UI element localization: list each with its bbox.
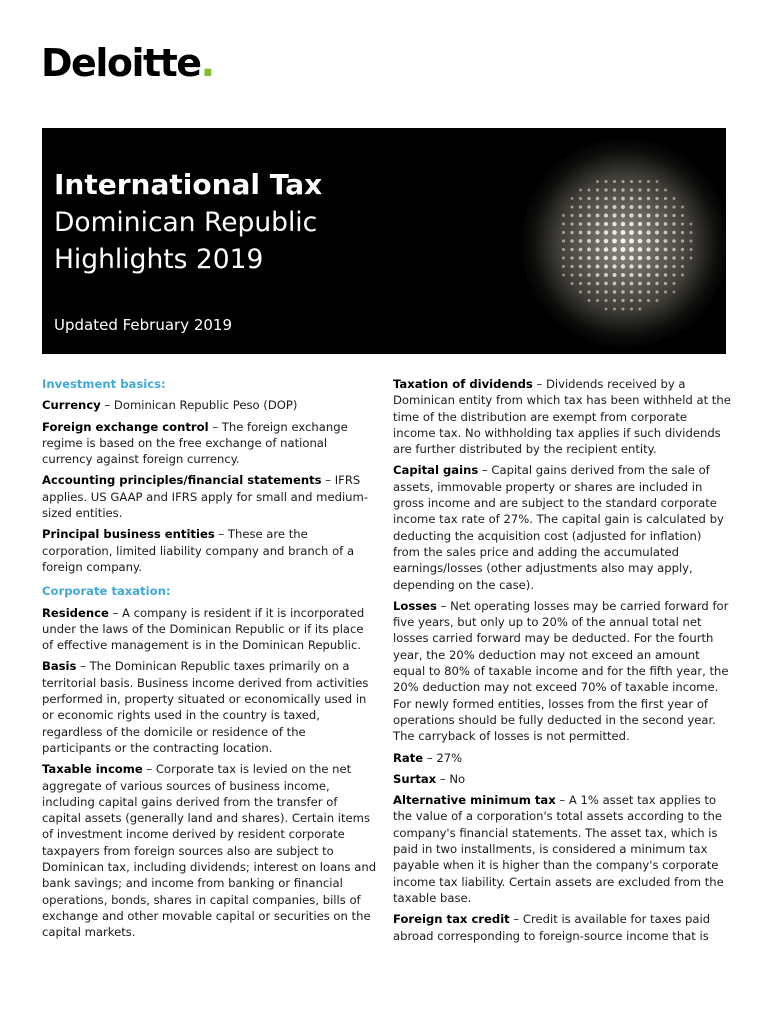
light-dot <box>570 214 573 217</box>
light-dot <box>596 299 599 302</box>
light-dot <box>638 256 642 260</box>
light-dot <box>579 273 582 276</box>
light-dot <box>681 206 684 209</box>
light-dot <box>681 222 684 225</box>
light-dot <box>562 265 565 268</box>
logo-dot: . <box>200 41 214 85</box>
light-dot <box>571 206 574 209</box>
light-dot <box>647 205 651 209</box>
light-dot <box>655 290 658 293</box>
light-dot <box>579 256 583 260</box>
light-dot <box>595 239 599 243</box>
light-dot <box>621 247 626 252</box>
light-dot <box>647 290 650 293</box>
light-dot <box>646 222 650 226</box>
light-dot <box>621 197 625 201</box>
light-dot <box>656 299 659 302</box>
light-dot <box>587 265 591 269</box>
term: Capital gains <box>393 463 479 478</box>
light-dot <box>562 231 565 234</box>
light-dot <box>587 248 591 252</box>
light-dot <box>570 273 573 276</box>
term: Surtax <box>393 771 437 786</box>
light-dot <box>587 256 591 260</box>
light-dot <box>570 239 573 242</box>
text: – Corporate tax is levied on the net aggregate of various sources of business income, including capital gains derived from the transfer of capital assets (generally land and shares). Certain items of investment income derived by resident corporate taxpayers from foreign sources also are subject to Dominican tax, including dividends; interest on loans and bank savings; and income from banking or financial operations, bonds, shares in capital companies, bills of exchange and other movable capital or securities on the capital markets. <box>42 762 377 940</box>
light-dot <box>562 239 565 242</box>
light-dot <box>638 180 641 183</box>
light-dot <box>672 239 676 243</box>
light-dot <box>604 230 608 234</box>
light-dot <box>638 273 642 277</box>
light-dot <box>647 299 650 302</box>
light-dot <box>587 222 591 226</box>
light-dot <box>681 214 684 217</box>
paragraph-basis <box>42 658 378 756</box>
light-dot <box>647 282 651 286</box>
light-dot <box>612 239 617 244</box>
light-dot <box>655 247 659 251</box>
light-dot <box>646 230 650 234</box>
light-dot <box>604 256 608 260</box>
text: – A 1% asset tax applies to the value of a corporation's total assets according to the company's financial statements. The asset tax, which is paid in two installments, is considered a minimum tax payable when it is higher than the company's corporate income tax liability. Certain assets are excluded from the taxable base. <box>393 793 724 905</box>
light-dot <box>672 256 675 259</box>
light-dot <box>605 308 608 311</box>
hero-title: International Tax <box>54 168 323 201</box>
hero-subtitle <box>54 204 317 278</box>
light-dot <box>621 299 624 302</box>
right-column <box>393 376 731 949</box>
light-dot <box>579 189 582 192</box>
deloitte-logo <box>41 40 214 86</box>
light-dot <box>630 299 633 302</box>
light-dot <box>604 264 608 268</box>
light-sphere-image <box>520 138 726 348</box>
light-dot <box>630 197 634 201</box>
hero-banner <box>42 128 726 354</box>
light-dot <box>621 180 624 183</box>
light-dot <box>604 222 608 226</box>
text: – No <box>436 771 466 786</box>
light-dot <box>562 248 565 251</box>
light-dot <box>638 290 641 293</box>
light-dot <box>672 222 675 225</box>
text: – A company is resident if it is incorporated under the laws of the Dominican Republic or if its place of effective management is in the Dominican Republic. <box>42 605 365 653</box>
light-dot <box>587 290 590 293</box>
light-dot <box>630 205 634 209</box>
light-dot <box>604 239 609 244</box>
term: Alternative minimum tax <box>393 793 556 808</box>
light-dot <box>638 188 641 191</box>
term: Rate <box>393 750 424 765</box>
light-dot <box>596 265 600 269</box>
light-dot <box>629 230 634 235</box>
text: – The Dominican Republic taxes primarily on a territorial basis. Business income derived from activities performed in, property situated or economically used in or economic rights used in the country is taxed, regardless of the domicile or residence of the participants or the contracting location. <box>42 659 369 755</box>
light-dot <box>587 282 590 285</box>
light-dot <box>613 188 616 191</box>
light-dot <box>605 180 608 183</box>
light-dot <box>690 248 693 251</box>
text: – Net operating losses may be carried forward for five years, but only up to 20% of the annual total net losses carried forward may be deducted. For the fourth year, the 20% deduction may not exceed an amount equal to 80% of taxable income and for the fifth year, the 20% deduction may not exceed 70% of taxable income. For newly formed entities, losses from the first year of operations should be fully deducted in the second year. The carryback of losses is not permitted. <box>393 598 729 744</box>
paragraph-currency <box>42 397 378 413</box>
light-dot <box>646 256 650 260</box>
light-dot <box>562 223 565 226</box>
light-dot <box>672 273 675 276</box>
light-dot <box>620 238 625 243</box>
light-dot <box>570 265 573 268</box>
light-dot <box>638 230 643 235</box>
light-dot <box>638 299 641 302</box>
light-dot <box>587 231 591 235</box>
light-dot <box>579 239 583 243</box>
light-dot <box>672 214 675 217</box>
paragraph-foreign-tax-credit <box>393 911 731 944</box>
light-dot <box>655 188 658 191</box>
light-dot <box>579 197 582 200</box>
light-dot <box>612 264 616 268</box>
light-dot <box>629 256 634 261</box>
section-heading-investment: Investment basics: <box>42 377 166 391</box>
light-dot <box>596 197 599 200</box>
light-dot <box>647 188 650 191</box>
text: – Dominican Republic Peso (DOP) <box>100 398 298 413</box>
light-dot <box>588 299 591 302</box>
paragraph-alternative-minimum-tax <box>393 792 731 906</box>
light-dot <box>638 197 642 201</box>
term: Residence <box>42 605 109 620</box>
light-dot <box>664 189 667 192</box>
light-dot <box>596 290 599 293</box>
light-dot <box>638 247 643 252</box>
light-dot <box>630 282 634 286</box>
light-dot <box>612 222 616 226</box>
left-column <box>42 376 378 946</box>
light-dot <box>681 248 684 251</box>
light-dot <box>672 248 676 252</box>
light-dot <box>638 222 642 226</box>
paragraph-taxable-income <box>42 761 378 940</box>
light-dot <box>562 256 565 259</box>
light-dot <box>579 214 582 217</box>
light-dot <box>587 239 591 243</box>
light-dot <box>570 256 573 259</box>
light-dot <box>613 299 616 302</box>
light-dot <box>595 247 599 251</box>
hero-subtitle-line2: Highlights 2019 <box>54 244 264 275</box>
light-dot <box>612 247 617 252</box>
light-dot <box>596 205 600 209</box>
light-dot <box>579 282 582 285</box>
light-dot <box>604 273 608 277</box>
light-dot <box>638 213 642 217</box>
light-dot <box>638 239 643 244</box>
light-dot <box>664 248 668 252</box>
light-dot <box>604 197 608 201</box>
light-dot <box>579 205 582 208</box>
hero-subtitle-line1: Dominican Republic <box>54 207 318 238</box>
light-dot <box>638 282 642 286</box>
light-dot <box>664 205 667 208</box>
light-dot <box>664 197 667 200</box>
light-dot <box>604 188 607 191</box>
light-dot <box>672 265 675 268</box>
light-dot <box>629 247 634 252</box>
light-dot <box>621 205 625 209</box>
light-dot <box>681 256 684 259</box>
light-dot <box>621 282 625 286</box>
term: Taxable income <box>42 762 143 777</box>
light-dot <box>613 180 616 183</box>
light-dot <box>612 230 617 235</box>
light-dot <box>664 265 668 269</box>
light-dot <box>570 231 573 234</box>
light-dot <box>690 240 693 243</box>
light-dot <box>681 265 684 268</box>
light-dot <box>681 239 684 242</box>
light-dot <box>562 214 565 217</box>
updated-date: Updated February 2019 <box>54 316 233 334</box>
light-dot <box>596 214 600 218</box>
light-dot <box>613 197 617 201</box>
light-dot <box>655 205 659 209</box>
light-dot <box>672 205 675 208</box>
light-dot <box>629 213 633 217</box>
light-dot <box>673 197 676 200</box>
light-dot <box>621 222 626 227</box>
text: – 27% <box>423 750 463 765</box>
light-dot <box>612 213 616 217</box>
text: – Dividends received by a Dominican entity from which tax has been withheld at the time of the distribution are exempt from corporate income tax. No withholding tax applies if such dividends are further distributed by the recipient entity. <box>393 377 731 457</box>
light-dot <box>613 290 616 293</box>
light-dot <box>646 247 650 251</box>
light-dot <box>613 205 617 209</box>
light-dot <box>690 223 693 226</box>
light-dot <box>596 282 600 286</box>
paragraph-surtax <box>393 771 731 787</box>
light-dot <box>621 230 626 235</box>
light-dot <box>655 282 658 285</box>
term: Losses <box>393 598 437 613</box>
light-dot <box>621 213 625 217</box>
light-dot <box>646 264 650 268</box>
light-dot <box>638 205 642 209</box>
light-dot <box>655 222 659 226</box>
light-dot <box>664 273 667 276</box>
light-dot <box>681 274 684 277</box>
text: – Credit is available for taxes paid abroad corresponding to foreign-source income that is <box>393 912 711 943</box>
logo-text: Deloitte <box>41 41 201 85</box>
light-dot <box>587 214 591 218</box>
light-dot <box>655 256 659 260</box>
light-dot <box>613 308 616 311</box>
light-dot <box>595 230 599 234</box>
light-dot <box>638 264 642 268</box>
light-dot <box>690 257 693 260</box>
light-dot <box>604 290 607 293</box>
light-dot <box>664 256 668 260</box>
light-dot <box>587 205 590 208</box>
light-dot <box>647 197 650 200</box>
paragraph-foreign-exchange <box>42 419 378 468</box>
light-dot <box>571 282 574 285</box>
light-dot <box>629 239 634 244</box>
light-dot <box>664 282 667 285</box>
light-dot <box>647 180 650 183</box>
light-dot <box>579 222 583 226</box>
light-dot <box>655 197 658 200</box>
paragraph-business-entities <box>42 526 378 575</box>
light-dot <box>604 299 607 302</box>
light-dot <box>672 231 675 234</box>
light-dot <box>579 265 582 268</box>
light-dot <box>630 188 633 191</box>
light-dot <box>570 222 573 225</box>
light-dot <box>622 308 625 311</box>
light-dot <box>646 239 650 243</box>
light-dot <box>664 222 668 226</box>
light-dot <box>629 264 633 268</box>
text: – The foreign exchange regime is based on the free exchange of national currency against foreign currency. <box>42 419 348 467</box>
light-dot <box>664 239 668 243</box>
light-dot <box>655 214 659 218</box>
light-dot <box>672 282 675 285</box>
light-dot <box>621 188 624 191</box>
light-dot <box>664 231 668 235</box>
light-dot <box>655 273 659 277</box>
light-dot <box>587 197 590 200</box>
light-dot <box>647 214 651 218</box>
light-dot <box>621 273 625 277</box>
light-dot <box>570 248 573 251</box>
paragraph-rate <box>393 750 731 766</box>
paragraph-accounting <box>42 472 378 521</box>
term: Accounting principles/financial statements <box>42 473 322 488</box>
light-dot <box>595 256 599 260</box>
term: Principal business entities <box>42 527 215 542</box>
text: – IFRS applies. US GAAP and IFRS apply for small and medium-sized entities. <box>42 473 368 521</box>
light-dot <box>571 197 574 200</box>
light-dot <box>579 248 583 252</box>
light-dot <box>596 180 599 183</box>
light-dot <box>655 239 659 243</box>
light-dot <box>673 291 676 294</box>
light-dot <box>596 273 600 277</box>
term: Currency <box>42 398 101 413</box>
term: Foreign exchange control <box>42 419 209 434</box>
light-dot <box>587 273 591 277</box>
light-dot <box>681 231 684 234</box>
light-dot <box>612 256 617 261</box>
light-dot <box>604 205 608 209</box>
term: Basis <box>42 659 77 674</box>
light-dot <box>595 222 599 226</box>
paragraph-residence <box>42 605 378 654</box>
section-heading-corporate: Corporate taxation: <box>42 584 171 599</box>
light-dot <box>621 290 625 294</box>
light-dot <box>612 273 616 277</box>
light-dot <box>604 213 608 217</box>
term: Foreign tax credit <box>393 912 510 927</box>
paragraph-capital-gains <box>393 462 731 592</box>
light-dot <box>664 214 668 218</box>
light-dot <box>579 291 582 294</box>
paragraph-losses <box>393 598 731 745</box>
light-dot <box>647 273 651 277</box>
light-dot <box>664 290 667 293</box>
paragraph-dividends <box>393 376 731 457</box>
light-dot <box>629 222 634 227</box>
light-dot <box>579 231 583 235</box>
light-dot <box>655 265 659 269</box>
light-dot <box>655 230 659 234</box>
light-dot <box>621 256 626 261</box>
light-dot <box>588 189 591 192</box>
light-dot <box>656 180 659 183</box>
term: Taxation of dividends <box>393 377 533 391</box>
light-dot <box>596 188 599 191</box>
light-dot <box>613 282 617 286</box>
light-dot <box>604 282 608 286</box>
light-dot <box>630 308 633 311</box>
light-dot <box>621 264 625 268</box>
light-dot <box>630 180 633 183</box>
light-dot <box>630 290 634 294</box>
text: – Capital gains derived from the sale of assets, immovable property or shares are included in gross income and are subject to the standard corporate income tax rate of 27%. The capital gain is calculated by deducting the acquisition cost (adjusted for inflation) from the sales price and adding the accumulated earnings/losses (other adjustments also may apply, depending on the case). <box>393 463 724 592</box>
text: – These are the corporation, limited liability company and branch of a foreign company. <box>42 527 355 574</box>
light-dot <box>639 308 642 311</box>
light-dot <box>562 274 565 277</box>
light-dot <box>604 247 609 252</box>
light-dot <box>629 273 633 277</box>
light-dot <box>690 231 693 234</box>
